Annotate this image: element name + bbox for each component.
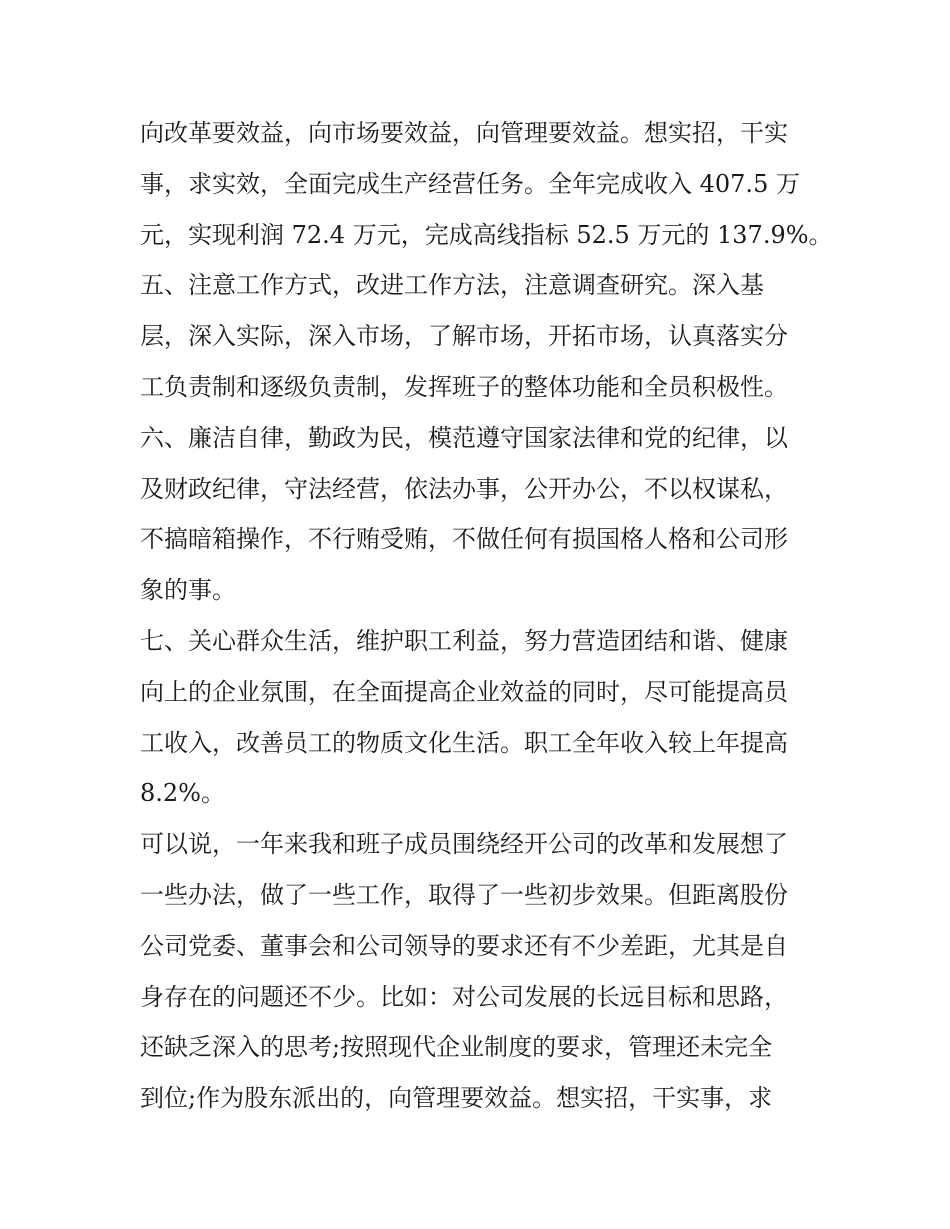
- text-line: 七、关心群众生活，维护职工利益，努力营造团结和谐、健康: [140, 626, 788, 655]
- text-line: 工负责制和逐级负责制，发挥班子的整体功能和全员积极性。: [140, 372, 788, 401]
- text-line: 象的事。: [140, 576, 236, 605]
- text-line: 不搞暗箱操作，不行贿受贿，不做任何有损国格人格和公司形: [140, 525, 788, 554]
- text-line: 还缺乏深入的思考;按照现代企业制度的要求，管理还未完全: [140, 1033, 773, 1062]
- body-text: [140, 108, 833, 1124]
- text-line: 可以说，一年来我和班子成员围绕经开公司的改革和发展想了: [140, 830, 788, 859]
- text-line: 及财政纪律，守法经营，依法办事，公开办公，不以权谋私，: [140, 474, 788, 503]
- text-line: 向上的企业氛围，在全面提高企业效益的同时，尽可能提高员: [140, 677, 788, 706]
- text-line: 六、廉洁自律，勤政为民，模范遵守国家法律和党的纪律，以: [140, 423, 788, 452]
- text-line: 公司党委、董事会和公司领导的要求还有不少差距，尤其是自: [140, 931, 788, 960]
- text-line: 一些办法，做了一些工作，取得了一些初步效果。但距离股份: [140, 880, 788, 909]
- text-line: 事，求实效，全面完成生产经营任务。全年完成收入 407.5 万: [140, 169, 800, 198]
- text-line: 向改革要效益，向市场要效益，向管理要效益。想实招，干实: [140, 119, 788, 147]
- text-line: 层，深入实际，深入市场，了解市场，开拓市场，认真落实分: [140, 322, 788, 351]
- text-line: 到位;作为股东派出的，向管理要效益。想实招，干实事，求: [140, 1084, 773, 1113]
- text-line: 五、注意工作方式，改进工作方法，注意调查研究。深入基: [140, 271, 764, 300]
- text-line: 8.2%。: [140, 779, 225, 808]
- text-line: 工收入，改善员工的物质文化生活。职工全年收入较上年提高: [140, 728, 788, 757]
- text-line: 元，实现利润 72.4 万元，完成高线指标 52.5 万元的 137.9%。: [140, 220, 833, 249]
- text-line: 身存在的问题还不少。比如：对公司发展的长远目标和思路，: [140, 982, 788, 1011]
